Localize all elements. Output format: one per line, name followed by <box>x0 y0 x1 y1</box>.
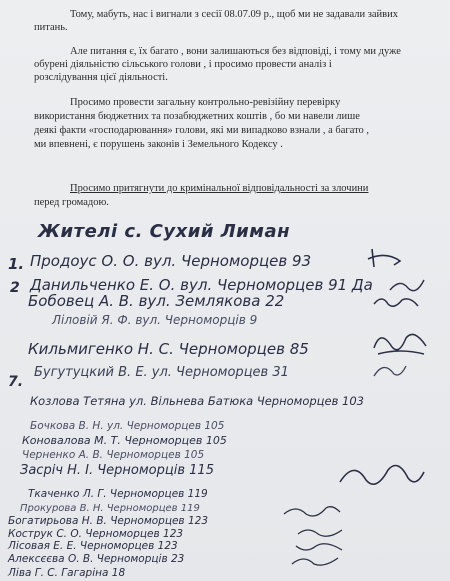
paragraph-4-line-2: перед громадою. <box>34 197 109 208</box>
handwritten-heading: Жителі с. Сухий Лиман <box>38 221 291 242</box>
paragraph-4-line-1: Просимо притягнути до кримінальної відповідальності за злочини <box>70 183 369 194</box>
paragraph-1-line-1: Тому, мабуть, нас і вигнали з сесії 08.07.09 р., щоб ми не задавали зайвих <box>70 9 398 20</box>
signature-row: Бочкова В. Н. ул. Черноморцев 105 <box>30 420 225 432</box>
paragraph-2-line-1: Але питання є, їх багато , вони залишаються без відповіді, і тому ми дуже <box>70 46 401 57</box>
paragraph-3-line-2: використання бюджетних та позабюджетних коштів , бо ми навели лише <box>34 111 360 122</box>
signature-row: Засріч Н. І. Черноморців 115 <box>20 463 214 478</box>
signature-scribble <box>388 276 428 296</box>
signature-row: Продоус О. О. вул. Черноморцев 93 <box>30 252 312 270</box>
signature-scribble <box>296 526 344 540</box>
signature-row: Лісовая Е. Е. Черноморцев 123 <box>8 540 178 552</box>
signature-scribble <box>282 504 342 520</box>
signature-scribble <box>372 294 422 312</box>
signature-row: Кильмигенко Н. С. Черноморцев 85 <box>28 340 309 358</box>
signature-row: Алексєєва О. В. Черноморців 23 <box>8 553 185 565</box>
row-number: 7. <box>8 374 24 390</box>
signature-scribble <box>366 247 406 269</box>
paragraph-3-line-1: Просимо провести загальну контрольно-ревізійну перевірку <box>70 97 341 108</box>
paragraph-3-line-3: деякі факти «господарювання» голови, які ми випадково взнали , а багато , <box>34 125 370 136</box>
signature-scribble <box>294 540 344 554</box>
signature-row: Прокурова В. Н. Черноморцев 119 <box>20 503 200 514</box>
paragraph-1-line-2: питань. <box>34 22 68 33</box>
paragraph-3-line-4: ми впевнені, є порушень законів і Земельного Кодексу . <box>34 139 283 150</box>
row-number: 1. <box>8 255 25 273</box>
paragraph-2-line-3: розслідування цієї діяльності. <box>34 72 168 83</box>
signature-row: Ткаченко Л. Г. Черноморцев 119 <box>28 488 208 500</box>
signature-row: Ліловій Я. Ф. вул. Черноморців 9 <box>52 313 258 327</box>
signature-scribble <box>290 554 340 568</box>
paragraph-2-line-2: обурені діяльністю сільського голови , і просимо провести аналіз і <box>34 59 332 70</box>
row-number: 2 <box>10 280 20 296</box>
signature-scribble <box>370 360 410 380</box>
signature-row: Ліва Г. С. Гагаріна 18 <box>8 567 126 579</box>
signature-row: Бобовец А. В. вул. Землякова 22 <box>28 292 285 310</box>
signature-row: Богатирьова Н. В. Черноморцев 123 <box>8 515 209 527</box>
signature-row: Кострук С. О. Черноморцев 123 <box>8 528 184 540</box>
signature-row: Бугутуцкий В. Е. ул. Черноморцев 31 <box>34 365 289 380</box>
signature-row: Коновалова М. Т. Черноморцев 105 <box>22 434 227 447</box>
signature-scribble <box>370 328 430 360</box>
signature-row: Козлова Тетяна ул. Вільнева Батюка Черноморцев 103 <box>30 394 364 408</box>
signature-row: Данильченко Е. О. вул. Черноморцев 91 Да <box>30 276 373 294</box>
signature-row: Черненко А. В. Черноморцев 105 <box>22 449 205 461</box>
signature-scribble <box>336 458 426 494</box>
